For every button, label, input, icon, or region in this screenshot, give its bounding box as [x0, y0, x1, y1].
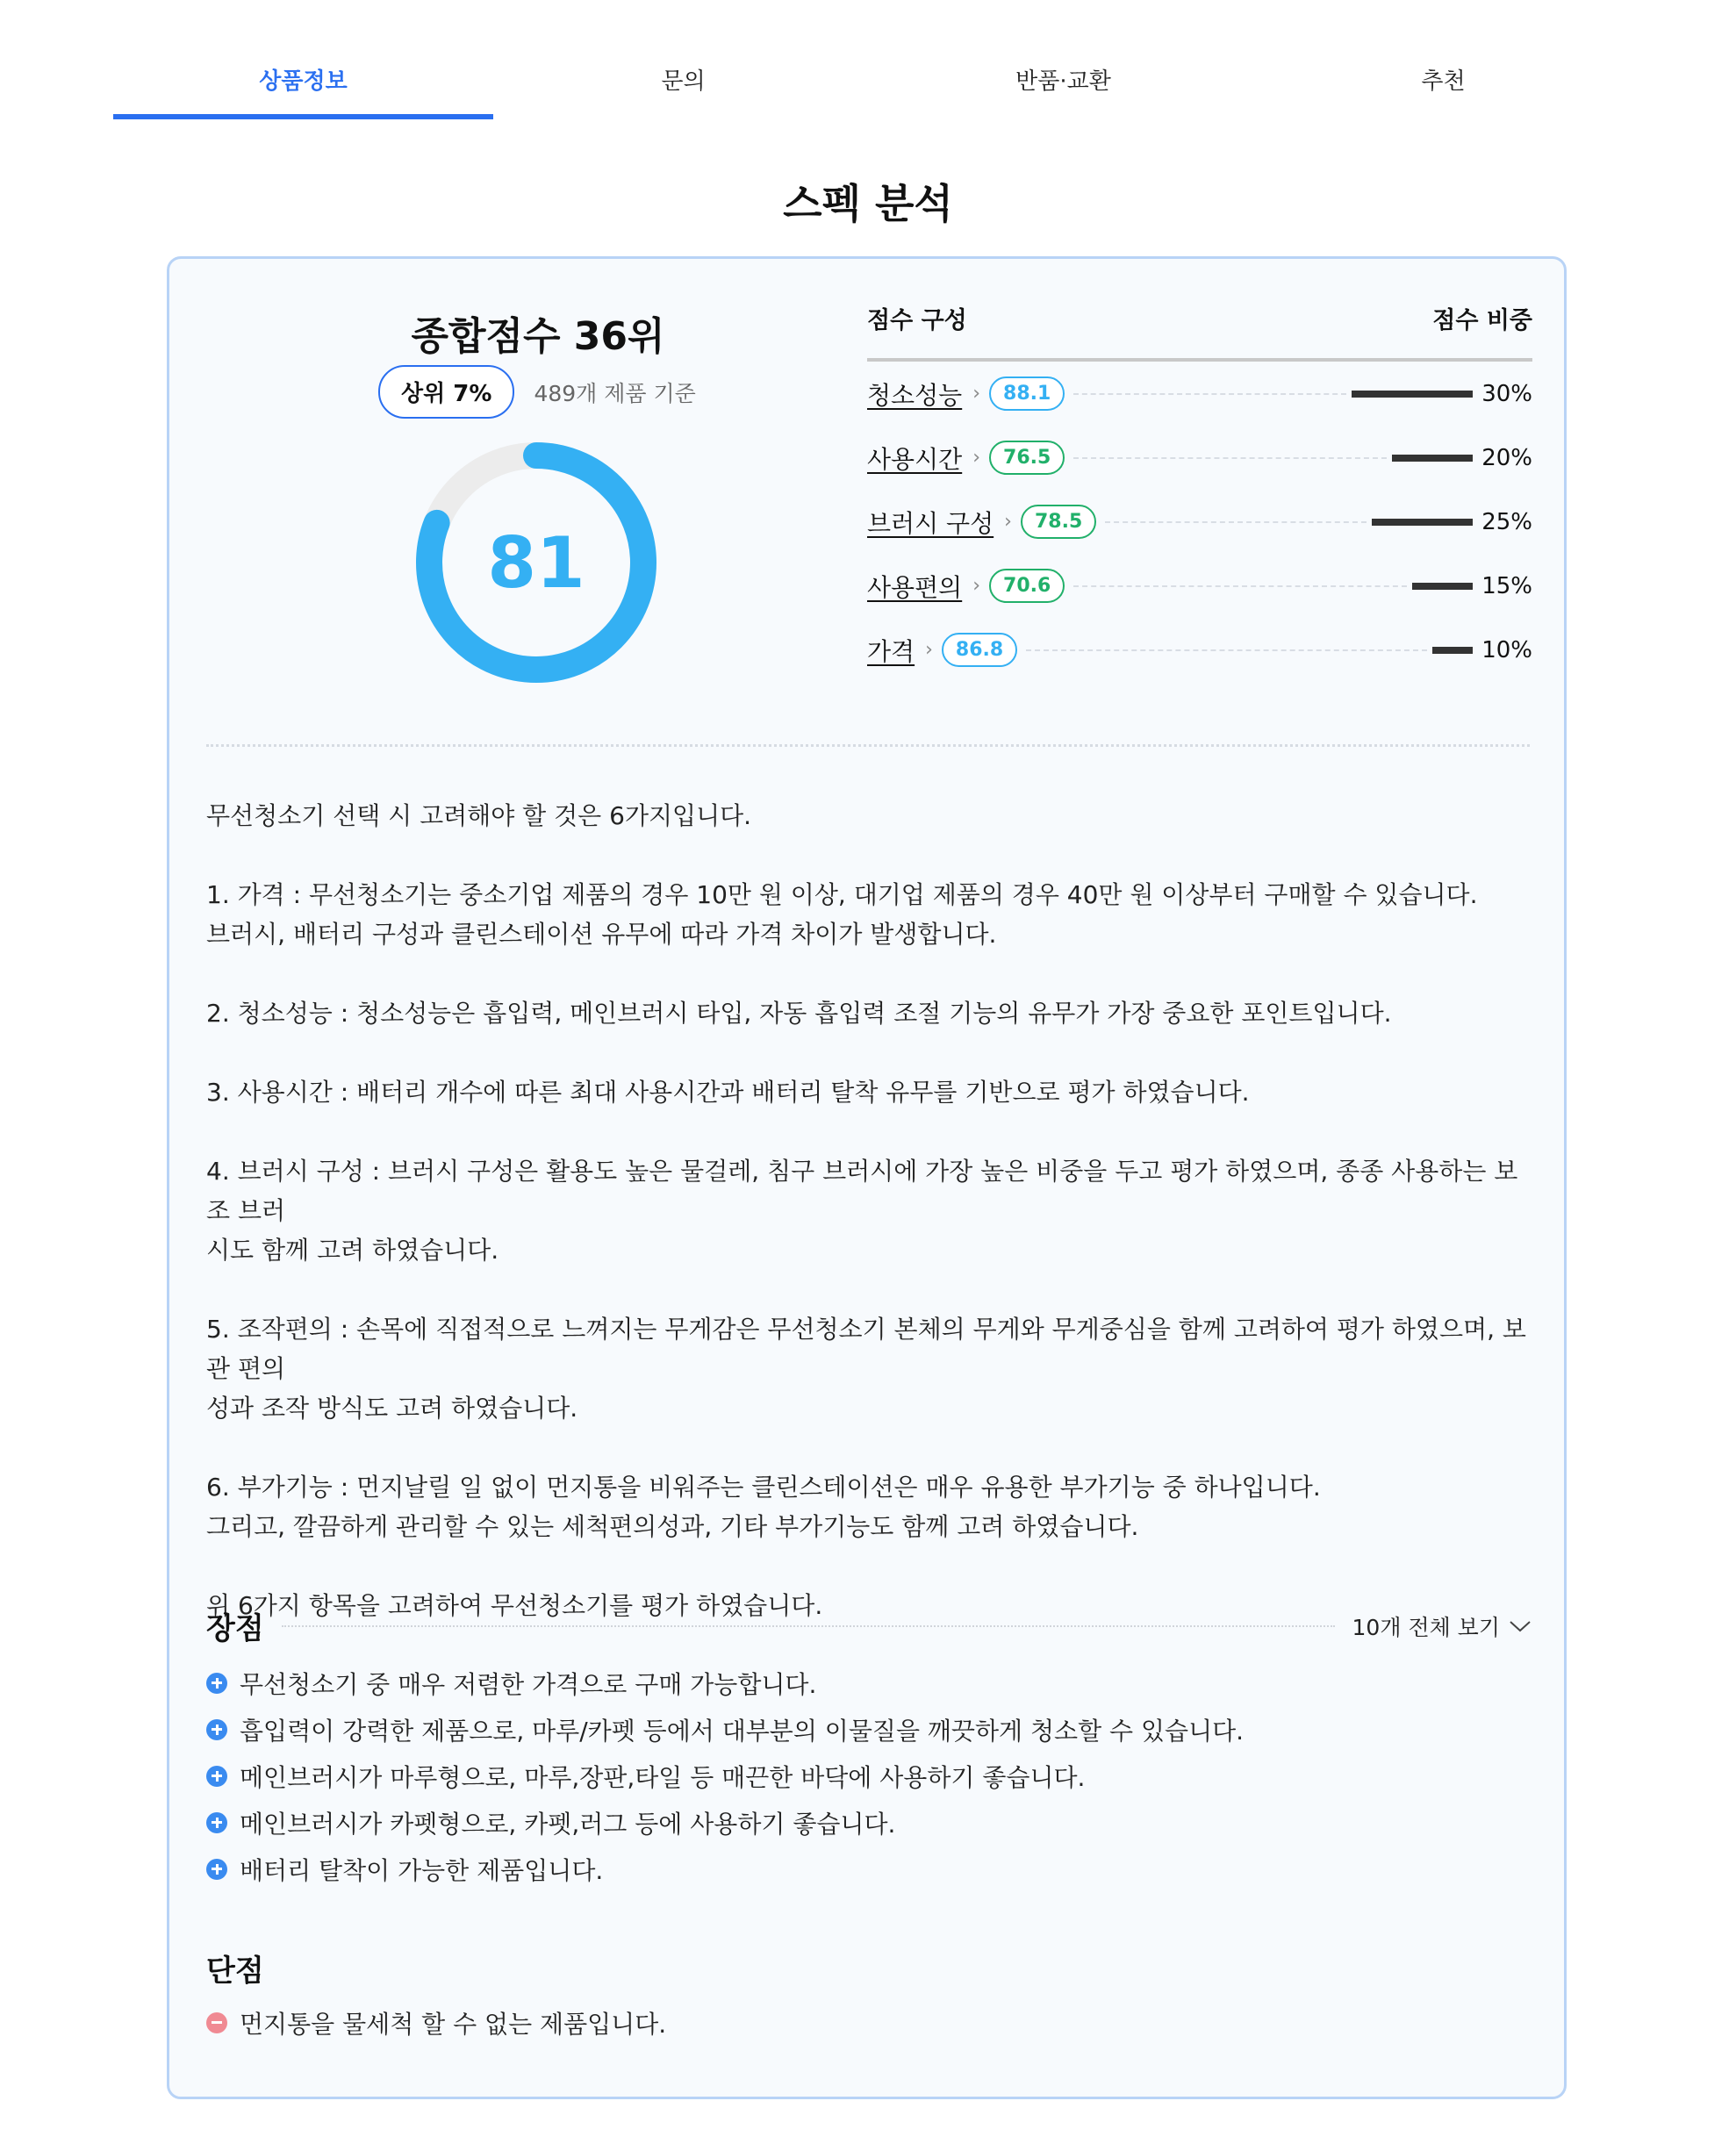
breakdown-row [867, 362, 1532, 426]
cons-list [206, 1999, 1532, 2046]
section-divider [206, 744, 1530, 747]
chevron-right-icon: › [972, 575, 981, 597]
description-line: 위 6가지 항목을 고려하여 무선청소기를 평가 하였습니다. [206, 1591, 823, 1620]
description-paragraph [206, 875, 1532, 954]
breakdown-item-link[interactable]: 사용시간 [867, 444, 963, 474]
description-line: 6. 부가기능 : 먼지날릴 일 없이 먼지통을 비워주는 클린스테이션은 매우 유용한 부가기능 중 하나입니다. [206, 1473, 1321, 1502]
overall-score-value: 81 [487, 521, 585, 604]
description-paragraph [206, 1151, 1532, 1270]
description-paragraph [206, 993, 1532, 1033]
chevron-right-icon: › [972, 447, 981, 469]
pro-item [206, 1706, 1532, 1753]
weight-bar [1372, 519, 1473, 526]
description-paragraph [206, 1309, 1532, 1428]
pro-item [206, 1799, 1532, 1846]
chevron-right-icon: › [1004, 511, 1012, 533]
tab-return-exchange[interactable]: 반품·교환 [1015, 68, 1111, 95]
breakdown-row [867, 554, 1532, 618]
pro-item [206, 1846, 1532, 1892]
weight-bar [1432, 647, 1473, 654]
chevron-right-icon: › [925, 639, 933, 661]
description-line: 1. 가격 : 무선청소기는 중소기업 제품의 경우 10만 원 이상, 대기업 제품의 경우 40만 원 이상부터 구매할 수 있습니다. [206, 880, 1478, 909]
pros-title: 장점 [206, 1611, 264, 1646]
evaluation-description [206, 796, 1532, 1665]
breakdown-rows [867, 362, 1532, 682]
breakdown-row [867, 618, 1532, 682]
description-line: 성과 조작 방식도 고려 하였습니다. [206, 1394, 578, 1423]
plus-circle-icon [206, 1673, 227, 1694]
con-item [206, 1999, 1532, 2046]
breakdown-score-badge: 70.6 [989, 569, 1065, 603]
description-line: 5. 조작편의 : 손목에 직접적으로 느껴지는 무게감은 무선청소기 본체의 무게와 무게중심을 함께 고려하여 평가 하였으며, 보관 편의 [206, 1315, 1526, 1383]
description-line: 그리고, 깔끔하게 관리할 수 있는 세척편의성과, 기타 부가기능도 함께 고려 하였습니다. [206, 1512, 1139, 1541]
chevron-down-icon [1509, 1619, 1532, 1633]
breakdown-row [867, 426, 1532, 490]
breakdown-row [867, 490, 1532, 554]
dotted-leader [1026, 649, 1427, 651]
breakdown-item-link[interactable]: 사용편의 [867, 572, 963, 602]
pros-header-divider [282, 1625, 1335, 1627]
weight-bar [1412, 583, 1473, 590]
description-line: 브러시, 배터리 구성과 클린스테이션 유무에 따라 가격 차이가 발생합니다. [206, 920, 997, 949]
section-title: 스펙 분석 [783, 180, 953, 227]
plus-circle-icon [206, 1812, 227, 1833]
description-paragraph [206, 796, 1532, 835]
description-line: 4. 브러시 구성 : 브러시 구성은 활용도 높은 물걸레, 침구 브러시에 가장 높은 비중을 두고 평가 하였으며, 종종 사용하는 보조 브러 [206, 1157, 1518, 1225]
weight-percent: 20% [1481, 444, 1532, 471]
description-line: 3. 사용시간 : 배터리 개수에 따른 최대 사용시간과 배터리 탈착 유무를 기반으로 평가 하였습니다. [206, 1078, 1250, 1107]
pro-item [206, 1660, 1532, 1706]
dotted-leader [1105, 521, 1367, 523]
description-paragraph [206, 1467, 1532, 1546]
weight-percent: 25% [1481, 508, 1532, 535]
plus-circle-icon [206, 1766, 227, 1787]
breakdown-score-badge: 86.8 [942, 633, 1017, 667]
score-breakdown [867, 301, 1532, 682]
description-paragraph [206, 1072, 1532, 1112]
pros-list [206, 1660, 1532, 1892]
description-line: 무선청소기 선택 시 고려해야 할 것은 6가지입니다. [206, 801, 752, 830]
pro-item [206, 1753, 1532, 1799]
pros-header [206, 1604, 1532, 1647]
breakdown-score-badge: 88.1 [989, 376, 1065, 411]
weight-percent: 10% [1481, 636, 1532, 663]
breakdown-score-badge: 76.5 [989, 441, 1065, 475]
tab-inquiry[interactable]: 문의 [661, 68, 706, 95]
breakdown-item-link[interactable]: 브러시 구성 [867, 508, 994, 538]
pro-text: 메인브러시가 마루형으로, 마루,장판,타일 등 매끈한 바닥에 사용하기 좋습니다. [240, 1762, 1086, 1792]
pro-text: 배터리 탈착이 가능한 제품입니다. [240, 1855, 604, 1885]
spec-analysis-card [167, 256, 1567, 2099]
weight-bar [1352, 391, 1473, 398]
con-text: 먼지통을 물세척 할 수 없는 제품입니다. [240, 2009, 667, 2039]
breakdown-header-composition: 점수 구성 [867, 307, 967, 334]
dotted-leader [1073, 393, 1346, 395]
breakdown-item-link[interactable]: 가격 [867, 636, 915, 666]
rank-row [378, 365, 696, 419]
weight-percent: 15% [1481, 572, 1532, 599]
description-line: 2. 청소성능 : 청소성능은 흡입력, 메인브러시 타입, 자동 흡입력 조절 기능의 유무가 가장 중요한 포인트입니다. [206, 999, 1392, 1028]
description-line: 시도 함께 고려 하였습니다. [206, 1236, 499, 1265]
breakdown-header [867, 301, 1532, 362]
pro-text: 무선청소기 중 매우 저렴한 가격으로 구매 가능합니다. [240, 1669, 817, 1699]
weight-bar [1392, 455, 1473, 462]
pro-text: 흡입력이 강력한 제품으로, 마루/카펫 등에서 대부분의 이물질을 깨끗하게 청소할 수 있습니다. [240, 1716, 1245, 1746]
minus-circle-icon [206, 2012, 227, 2033]
rank-basis-text: 489개 제품 기준 [534, 380, 696, 406]
tab-product-info[interactable]: 상품정보 [113, 44, 493, 119]
dotted-leader [1073, 457, 1387, 459]
view-all-label: 10개 전체 보기 [1352, 1614, 1500, 1640]
breakdown-header-weight: 점수 비중 [1432, 307, 1532, 334]
breakdown-score-badge: 78.5 [1021, 505, 1096, 539]
view-all-pros-button[interactable] [1352, 1610, 1532, 1642]
weight-percent: 30% [1481, 380, 1532, 407]
pro-text: 메인브러시가 카펫형으로, 카펫,러그 등에 사용하기 좋습니다. [240, 1809, 896, 1839]
overall-rank-title: 종합점수 36위 [411, 314, 665, 359]
tab-recommend[interactable]: 추천 [1421, 68, 1466, 95]
cons-title: 단점 [206, 1954, 264, 1989]
rank-percentile-badge: 상위 7% [378, 365, 514, 419]
chevron-right-icon: › [972, 383, 981, 405]
tab-bar [113, 44, 1633, 119]
plus-circle-icon [206, 1719, 227, 1740]
plus-circle-icon [206, 1859, 227, 1880]
breakdown-item-link[interactable]: 청소성능 [867, 380, 963, 410]
dotted-leader [1073, 585, 1407, 587]
